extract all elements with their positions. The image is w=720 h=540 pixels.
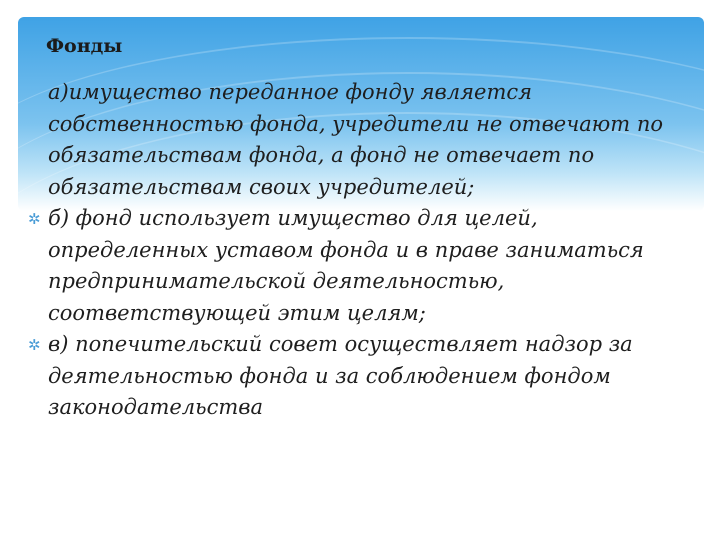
paragraph-a-text: а)имущество переданное фонду является собственностью фонда, учредители не отвечают по обязательствам фонда, а фонд не отвечает по обязательствам своих учредителей; <box>48 80 664 199</box>
paragraph-c <box>28 329 688 424</box>
asterisk-bullet-icon: ✲ <box>28 336 41 354</box>
paragraph-b-text: б) фонд использует имущество для целей, определенных уставом фонда и в праве заниматься предпринимательской деятельностью, соответствующей этим целям; <box>48 206 644 325</box>
paragraph-c-text: в) попечительский совет осуществляет надзор за деятельностью фонда и за соблюдением фондом законодательства <box>48 332 633 419</box>
asterisk-bullet-icon: ✲ <box>28 210 41 228</box>
slide-title: Фонды <box>46 35 123 57</box>
paragraph-b <box>28 203 688 329</box>
slide-body <box>28 77 688 424</box>
paragraph-a <box>28 77 688 203</box>
